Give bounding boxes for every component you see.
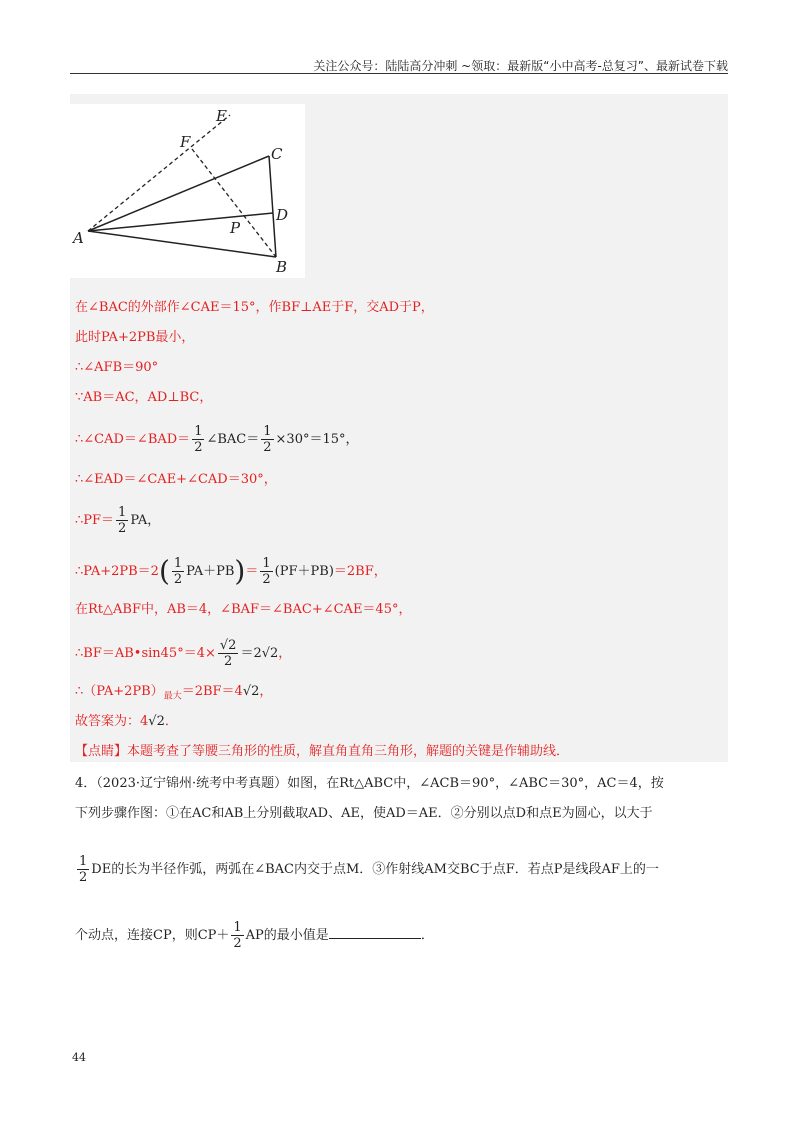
label-D: D [276, 206, 289, 224]
fraction-half: $\frac{1}{2}$ [118, 505, 127, 536]
page-number: 44 [72, 1051, 86, 1064]
fraction-half: $\frac{1}{2}$ [79, 854, 88, 885]
solution-line-6: ∴∠EAD＝∠CAE+∠CAD＝30°， [75, 472, 277, 487]
line-FB [192, 149, 276, 257]
label-A: A [73, 229, 84, 247]
line-AB [88, 231, 276, 257]
answer-line: 故答案为：4√2． [75, 714, 178, 729]
solution-line-1: 在∠BAC的外部作∠CAE＝15°，作BF⊥AE于F，交AD于P， [75, 300, 434, 315]
problem-4-line-3: $\frac{1}{2}$ DE的长为半径作弧，两弧在∠BAC内交于点M．③作射线AM交BC于点F．若点P是线段AF上的一 [79, 854, 659, 885]
solution-line-4: ∵AB＝AC，AD⊥BC， [75, 390, 213, 405]
header-rule [70, 73, 728, 74]
fraction-half: $\frac{1}{2}$ [262, 556, 271, 587]
fraction-half: $\frac{1}{2}$ [194, 424, 203, 455]
key-point-note: 【点睛】本题考查了等腰三角形的性质，解直角直角三角形，解题的关键是作辅助线． [75, 744, 570, 759]
solution-line-8: ∴PA+2PB＝2( $\frac{1}{2}$ PA＋PB)＝ $\frac{1}{2}$ (PF＋PB)＝2BF， [75, 554, 387, 588]
solution-line-10: ∴BF＝AB•sin45°＝4× $\frac{√2}{2}$ ＝2√2， [75, 638, 292, 669]
fraction-half: $\frac{1}{2}$ [233, 920, 242, 951]
problem-4-line-1: 4．（2023·辽宁锦州·统考中考真题）如图，在Rt△ABC中，∠ACB＝90°，∠ABC＝30°，AC＝4，按 [75, 776, 664, 791]
answer-blank[interactable] [329, 926, 421, 939]
page-header: 关注公众号：陆陆高分冲刺 ~领取：最新版“小中高考-总复习”、最新试卷下载 [313, 59, 728, 73]
line-CB [269, 156, 276, 257]
line-AE [88, 115, 230, 231]
fraction-sqrt2-over-2: $\frac{√2}{2}$ [219, 638, 237, 669]
fraction-half: $\frac{1}{2}$ [263, 424, 272, 455]
geometry-figure [70, 104, 305, 278]
line-AD [88, 213, 273, 231]
label-B: B [276, 258, 288, 276]
label-C: C [271, 145, 283, 163]
solution-line-9: 在Rt△ABF中，AB＝4，∠BAF＝∠BAC+∠CAE＝45°， [75, 602, 412, 617]
solution-line-3: ∴∠AFB＝90° [75, 360, 159, 375]
problem-4-line-2: 下列步骤作图：①在AC和AB上分别截取AD、AE，使AD＝AE．②分别以点D和点E为圆心，以大于 [75, 806, 653, 821]
solution-line-7: ∴PF＝ $\frac{1}{2}$ PA， [75, 505, 161, 536]
label-E: E [216, 107, 227, 125]
solution-line-2: 此时PA+2PB最小， [75, 330, 195, 345]
label-P: P [230, 219, 241, 237]
fraction-half: $\frac{1}{2}$ [173, 556, 183, 587]
problem-4-line-4: 个动点，连接CP，则CP＋ $\frac{1}{2}$ AP的最小值是 ． [75, 920, 434, 951]
label-F: F [180, 133, 191, 151]
solution-line-5: ∴∠CAD＝∠BAD＝ $\frac{1}{2}$ ∠BAC＝ $\frac{1}{2}$ ×30°＝15°， [75, 424, 359, 455]
line-AC [88, 156, 269, 231]
solution-line-11: $\therefore(PA+2PB)_{最大}=2BF=4√2$， [75, 684, 273, 702]
